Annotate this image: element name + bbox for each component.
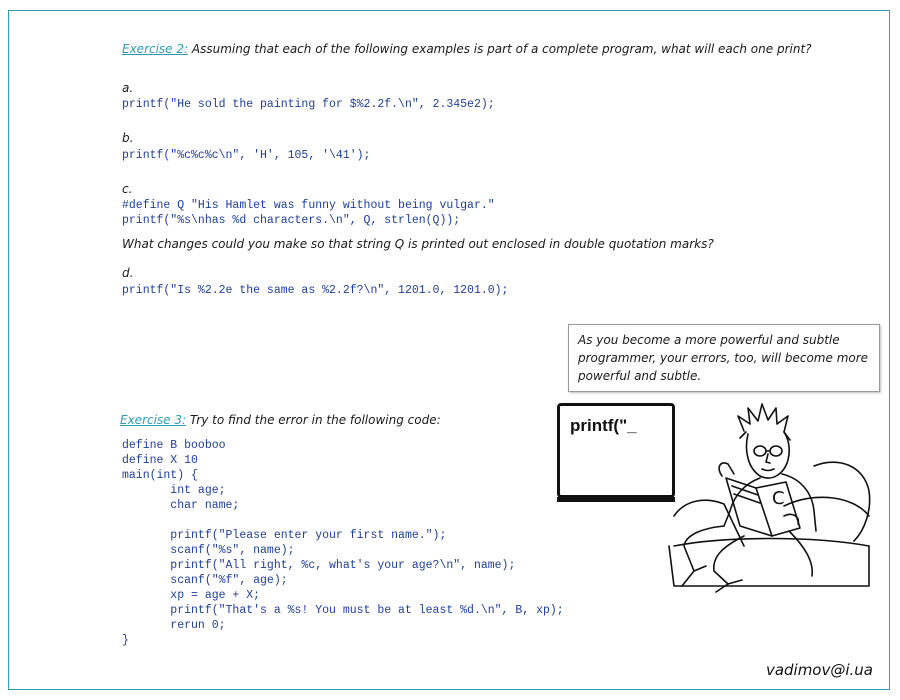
- item-a-code: printf("He sold the painting for $%2.2f.\n", 2.345e2);: [122, 98, 495, 111]
- item-b-code: printf("%c%c%c\n", 'H', 105, '\41');: [122, 149, 371, 162]
- exercise-page: [8, 10, 890, 690]
- item-a-label: a.: [122, 81, 134, 95]
- item-b-label: b.: [122, 131, 134, 145]
- exercise2-link[interactable]: Exercise 2:: [122, 42, 189, 56]
- item-d-label: d.: [122, 266, 134, 280]
- exercise3-code: define B booboo define X 10 main(int) { int age; char name; printf("Please enter your first name."); scanf("%s", name); printf("All right, %c, what's your age?\n", name); scanf("%f", age); xp = age + X; printf("That's a %s! You must be at least %d.\n", B, xp); rerun 0; }: [122, 439, 564, 647]
- monitor-text: printf("_: [570, 416, 637, 435]
- exercise3-heading: [120, 413, 441, 427]
- item-d-code: printf("Is %2.2e the same as %2.2f?\n", 1201.0, 1201.0);: [122, 284, 509, 297]
- book-letter: C: [772, 488, 785, 509]
- footer-email[interactable]: vadimov@i.ua: [765, 661, 873, 679]
- exercise2-prompt: Assuming that each of the following examples is part of a complete program, what will each one print?: [188, 42, 812, 56]
- item-c-label: c.: [122, 182, 133, 196]
- monitor-illustration: [557, 403, 675, 498]
- exercise3-prompt: Try to find the error in the following code:: [186, 413, 441, 427]
- quote-box: As you become a more powerful and subtle programmer, your errors, too, will become more powerful and subtle.: [568, 324, 880, 392]
- exercise2-heading: [122, 42, 882, 56]
- item-c-code: #define Q "His Hamlet was funny without being vulgar." printf("%s\nhas %d characters.\n", Q, strlen(Q));: [122, 199, 495, 227]
- monitor-base: [557, 497, 675, 502]
- exercise3-link[interactable]: Exercise 3:: [120, 413, 187, 427]
- item-c-question: What changes could you make so that string Q is printed out enclosed in double quotation marks?: [122, 237, 714, 251]
- programmer-reading-illustration: [664, 396, 879, 596]
